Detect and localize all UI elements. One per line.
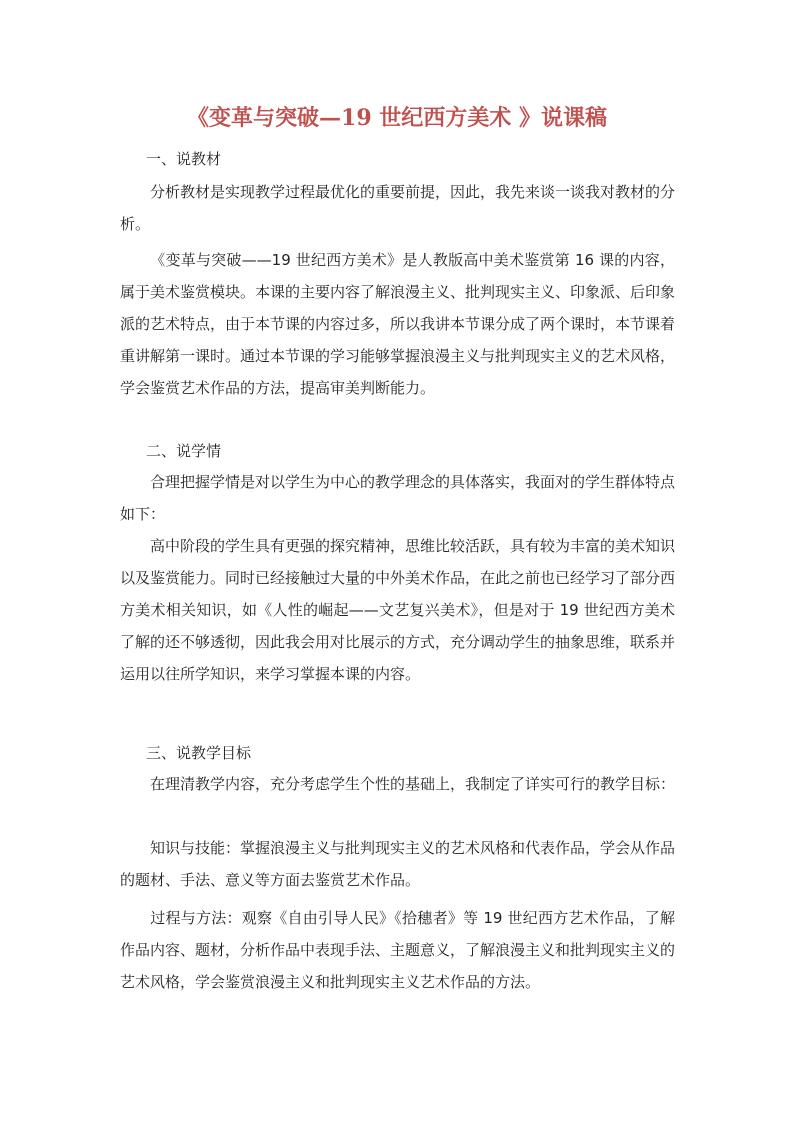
paragraph-textbook-intro: 分析教材是实现教学过程最优化的重要前提，因此，我先来谈一谈我对教材的分析。 [120, 183, 676, 233]
paragraph-knowledge-skills: 知识与技能：掌握浪漫主义与批判现实主义的艺术风格和代表作品，学会从作品的题材、手法、意义等方面去鉴赏艺术作品。 [120, 839, 676, 889]
section-heading-objectives: 三、说教学目标 [146, 744, 252, 762]
section-heading-textbook: 一、说教材 [146, 150, 222, 168]
paragraph-objectives-intro: 在理清教学内容，充分考虑学生个性的基础上，我制定了详实可行的教学目标： [150, 775, 676, 793]
paragraph-learners-detail: 高中阶段的学生具有更强的探究精神，思维比较活跃，具有较为丰富的美术知识以及鉴赏能力。同时已经接触过大量的中外美术作品，在此之前也已经学习了部分西方美术相关知识，如《人性的崛起——文艺复兴美术》，但是对于 19 世纪西方美术了解的还不够透彻，因此我会用对比展示的方式，充分调动学生的抽象思维，联系并运用以往所学知识，来学习掌握本课的内容。 [120, 537, 676, 683]
section-heading-learners: 二、说学情 [146, 442, 222, 460]
document-title: 《变革与突破—19 世纪西方美术 》说课稿 [187, 105, 607, 131]
paragraph-textbook-content: 《变革与突破——19 世纪西方美术》是人教版高中美术鉴赏第 16 课的内容，属于美术鉴赏模块。本课的主要内容了解浪漫主义、批判现实主义、印象派、后印象派的艺术特点，由于本节课的内容过多，所以我讲本节课分成了两个课时，本节课着重讲解第一课时。通过本节课的学习能够掌握浪漫主义与批判现实主义的艺术风格，学会鉴赏艺术作品的方法，提高审美判断能力。 [120, 251, 676, 397]
paragraph-learners-intro: 合理把握学情是对以学生为中心的教学理念的具体落实，我面对的学生群体特点如下： [120, 473, 676, 523]
paragraph-process-methods: 过程与方法：观察《自由引导人民》《拾穗者》等 19 世纪西方艺术作品，了解作品内容、题材，分析作品中表现手法、主题意义，了解浪漫主义和批判现实主义的艺术风格，学会鉴赏浪漫主义和批判现实主义艺术作品的方法。 [120, 909, 676, 991]
